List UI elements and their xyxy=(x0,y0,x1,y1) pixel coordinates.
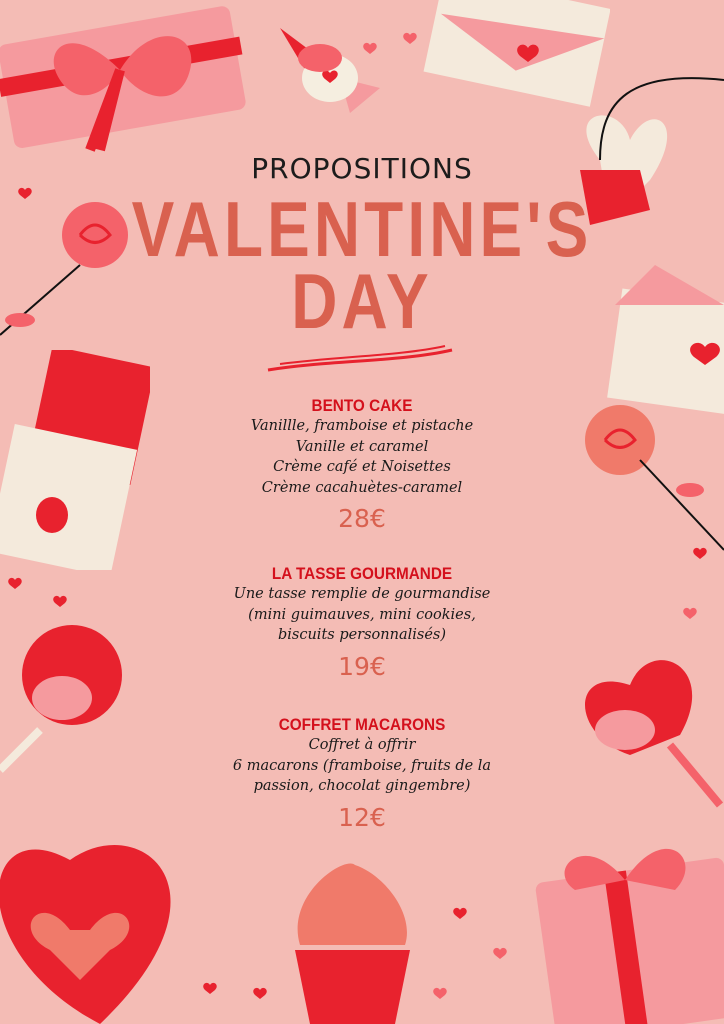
menu-item-line: Coffret à offrir xyxy=(308,737,416,753)
menu-item-line: Crème café et Noisettes xyxy=(273,459,451,475)
menu-item-line: Vanillle, framboise et pistache xyxy=(250,418,474,434)
menu-item-title: COFFRET MACARONS xyxy=(278,715,446,734)
menu-item-line: Vanille et caramel xyxy=(295,438,429,455)
menu-item-price: 28€ xyxy=(338,504,386,533)
menu-item-title: LA TASSE GOURMANDE xyxy=(271,564,453,583)
menu-item-line: Une tasse remplie de gourmandise xyxy=(233,586,491,602)
candy-icon xyxy=(270,18,390,128)
menu-item-price: 19€ xyxy=(338,651,386,681)
menu-item-line: passion, chocolat gingembre) xyxy=(253,778,471,794)
menu-item-line: Crème cacahuètes-caramel xyxy=(261,479,463,496)
menu-item-price: 12€ xyxy=(338,802,386,832)
title-line-2: DAY xyxy=(291,257,433,345)
title-line-1: VALENTINE'S xyxy=(131,185,593,273)
menu-item-line: biscuits personnalisés) xyxy=(277,627,447,643)
menu-item-title: BENTO CAKE xyxy=(311,396,413,415)
menu-item-line: 6 macarons (framboise, fruits de la xyxy=(232,757,492,774)
gift-icon xyxy=(525,810,724,1024)
menu-item-line: (mini guimauves, mini cookies, xyxy=(248,606,476,623)
menu-item-bento-cake xyxy=(0,396,724,533)
gift-icon xyxy=(0,0,250,160)
menu-item-la-tasse-gourmande xyxy=(0,564,724,681)
menu-item-coffret-macarons xyxy=(0,715,724,832)
cupcake-icon xyxy=(285,855,420,1024)
header-kicker: PROPOSITIONS xyxy=(251,152,473,185)
heart-box-icon xyxy=(0,830,200,1024)
